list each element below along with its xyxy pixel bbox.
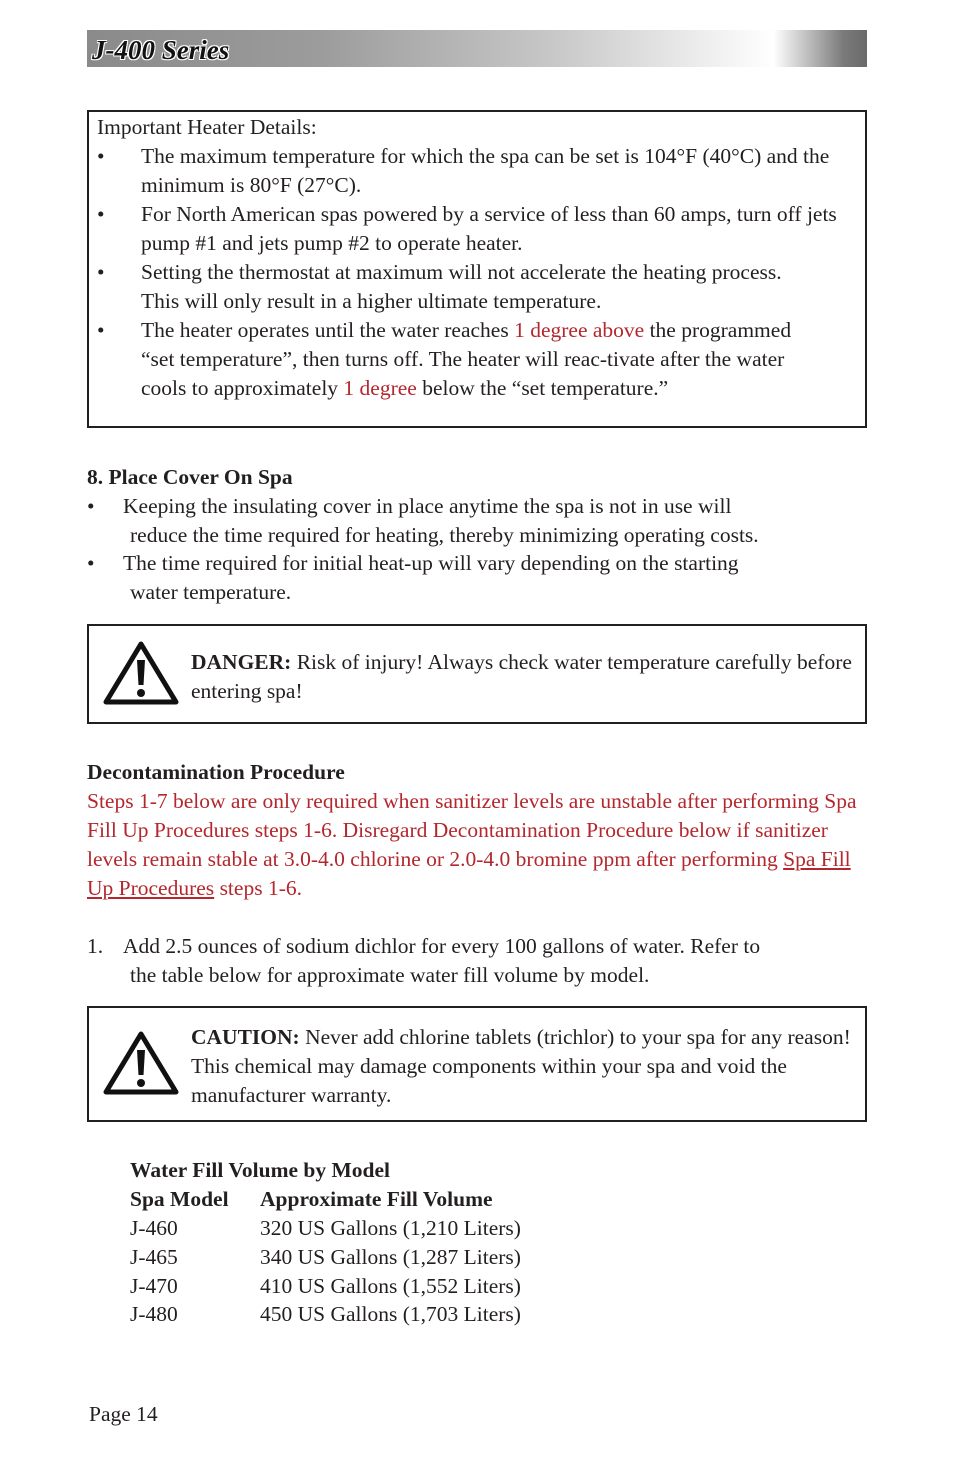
heater-details-title: Important Heater Details:	[97, 115, 317, 139]
decontamination-text	[87, 787, 867, 903]
table-cell: 450 US Gallons (1,703 Liters)	[260, 1302, 521, 1326]
text-line: The time required for initial heat-up will vary depending on the starting	[123, 551, 739, 575]
table-cell: J-480	[130, 1302, 178, 1326]
table-header-cell: Spa Model	[130, 1187, 229, 1211]
page-number: Page 14	[89, 1402, 158, 1426]
section8-bullet-text	[123, 492, 863, 550]
table-cell: J-470	[130, 1274, 178, 1298]
caution-label: CAUTION:	[191, 1025, 300, 1049]
text-segment: steps 1-6.	[214, 876, 302, 900]
table-cell: 340 US Gallons (1,287 Liters)	[260, 1245, 521, 1269]
heater-bullet-text	[141, 316, 801, 403]
text-line: water temperature.	[130, 580, 292, 604]
section8-bullet-text	[123, 549, 863, 607]
text-line: Keeping the insulating cover in place anytime the spa is not in use will	[123, 494, 732, 518]
table-cell: J-465	[130, 1245, 178, 1269]
text-line: Add 2.5 ounces of sodium dichlor for every 100 gallons of water. Refer to	[123, 934, 761, 958]
bullet-icon: •	[97, 202, 105, 226]
header-title: J-400 Series	[92, 35, 230, 65]
bullet-icon: •	[97, 260, 105, 284]
danger-message: Risk of injury! Always check water temperature carefully before entering spa!	[191, 650, 852, 703]
table-title: Water Fill Volume by Model	[130, 1158, 390, 1182]
bullet-icon: •	[87, 551, 95, 575]
text-line: the table below for approximate water fill volume by model.	[130, 963, 650, 987]
table-header-cell: Approximate Fill Volume	[260, 1187, 493, 1211]
text-segment: The heater operates until the water reaches	[141, 318, 515, 342]
heater-bullet-text: For North American spas powered by a service of less than 60 amps, turn off jets pump #1 and jets pump #2 to operate heater.	[141, 202, 837, 255]
highlight-text: 1 degree above	[514, 318, 645, 342]
text-segment: below the “set temperature.”	[416, 376, 669, 400]
bullet-icon: •	[87, 494, 95, 518]
caution-message: Never add chlorine tablets (trichlor) to your spa for any reason! This chemical may damage components within your spa and void the manufacturer warranty.	[191, 1025, 851, 1107]
warning-triangle-icon	[103, 1030, 179, 1096]
spa-fill-up-link[interactable]: Spa Fill Up Procedures	[87, 847, 851, 900]
table-cell: 320 US Gallons (1,210 Liters)	[260, 1216, 521, 1240]
section-heading: Decontamination Procedure	[87, 760, 345, 784]
text-line: reduce the time required for heating, thereby minimizing operating costs.	[130, 523, 759, 547]
table-cell: J-460	[130, 1216, 178, 1240]
step-number: 1.	[87, 934, 104, 958]
highlight-text: 1 degree	[343, 376, 417, 400]
text-segment: the programmed “set temperature”, then turns off. The heater will reac-tivate after the water cools to approximately	[141, 318, 792, 400]
danger-label: DANGER:	[191, 650, 292, 674]
bullet-icon: •	[97, 144, 105, 168]
text-segment: Steps 1-7 below are only required when sanitizer levels are unstable after performing Spa Fill Up Procedures steps 1-6. Disregard Decontamination Procedure below if sanitizer levels remain stable at 3.0-4.0 chlorine or 2.0-4.0 bromine ppm after performing	[87, 789, 857, 871]
warning-triangle-icon	[103, 640, 179, 706]
heater-bullet-text: The maximum temperature for which the spa can be set is 104°F (40°C) and the minimum is 80°F (27°C).	[141, 144, 830, 197]
danger-box	[87, 624, 867, 724]
heater-details-box	[87, 110, 867, 428]
section-heading: 8. Place Cover On Spa	[87, 465, 293, 489]
bullet-icon: •	[97, 318, 105, 342]
caution-box	[87, 1006, 867, 1122]
step-text	[123, 932, 867, 990]
danger-text	[191, 648, 859, 706]
heater-bullet-text: Setting the thermostat at maximum will not accelerate the heating process. This will only result in a higher ultimate temperature.	[141, 260, 782, 313]
caution-text	[191, 1023, 861, 1110]
table-cell: 410 US Gallons (1,552 Liters)	[260, 1274, 521, 1298]
